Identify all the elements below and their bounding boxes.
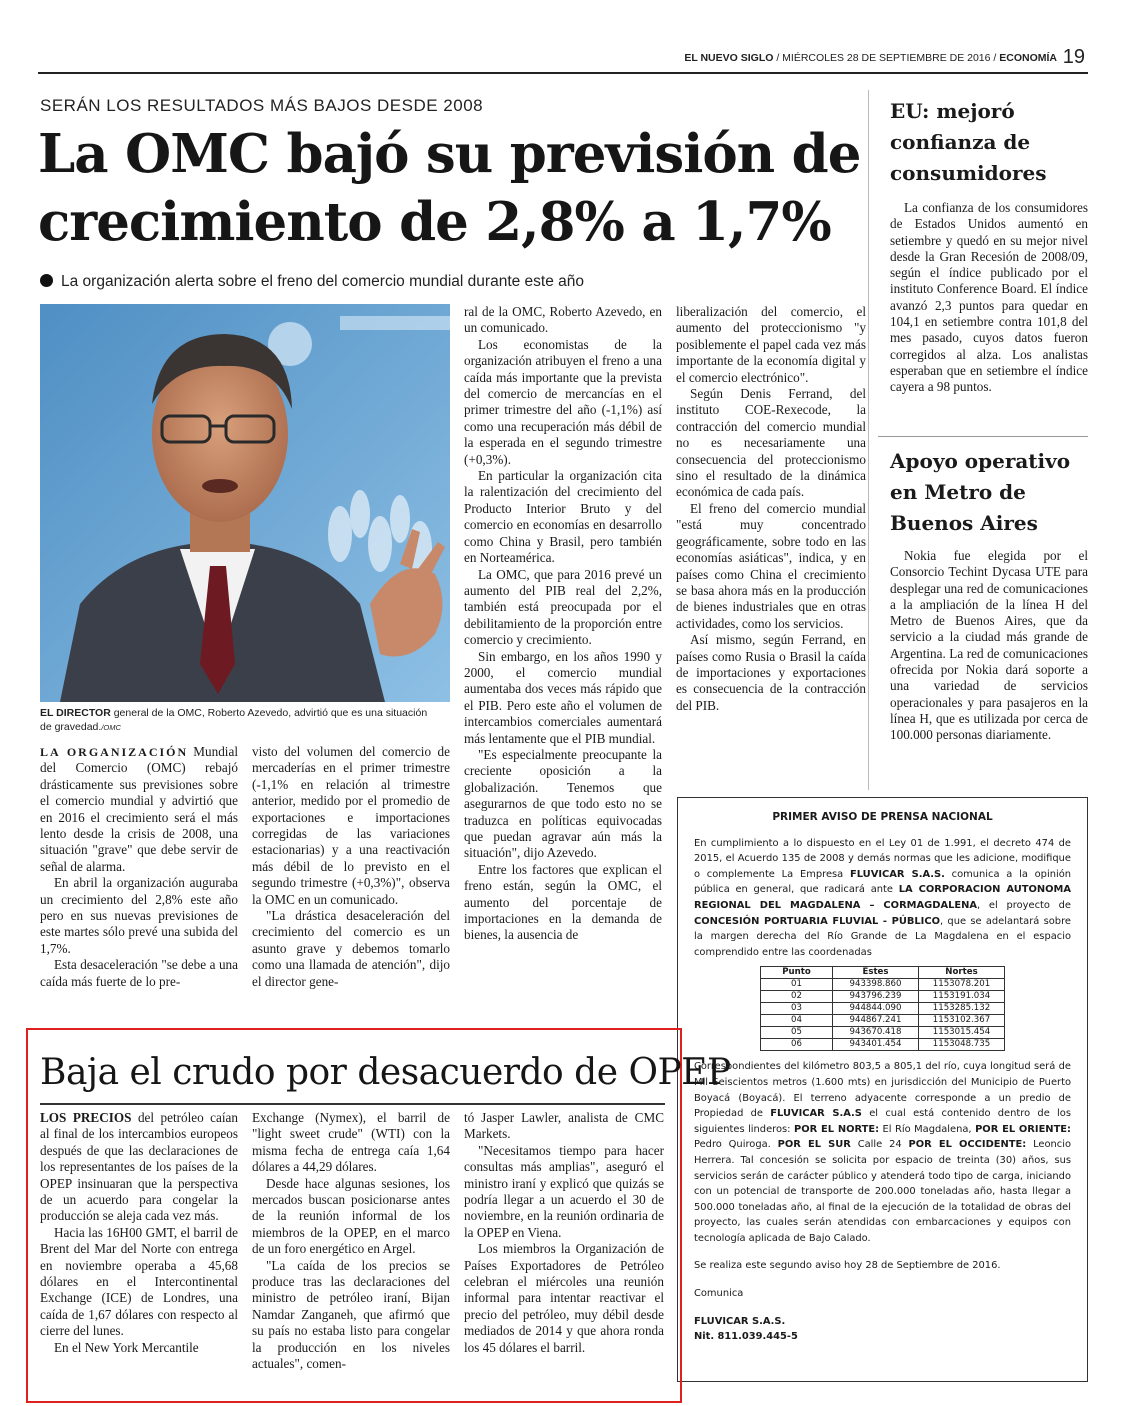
table-row [761,979,1005,991]
header-rule [38,72,1088,74]
boundary-label: POR EL ORIENTE: [975,1123,1072,1135]
notice-text: El Río Magdalena, [879,1123,976,1135]
table-header: Estes [833,967,919,979]
opep-column-1 [40,1110,238,1398]
paragraph: "Necesitamos tiempo para hacer consultas más amplias", aseguró el ministro iraní y explicó que quizás se podría llegar a un acuerdo el 30 de noviembre, en la reunión ordinaria de la OPEP en Viena. [464,1142,664,1240]
opep-rule [40,1103,665,1105]
sidebar-story-1-body [890,200,1088,430]
notice-text: Pedro Quiroga. [694,1139,778,1151]
opep-column-3 [464,1110,664,1398]
lead-in: LOS PRECIOS [40,1110,132,1125]
opep-headline: Baja el crudo por desacuerdo de OPEP [40,1052,731,1093]
paragraph: "Es especialmente preocupante la creciente oposición a la globalización. Tenemos que asegurarnos de que todo esto no se traduzca en políticas equivocadas que puedan agravar aún más la situación", dijo Azevedo. [464,746,662,861]
notice-sign-company: FLUVICAR S.A.S. [694,1315,786,1327]
page-number: 19 [1062,46,1085,68]
column-divider [868,90,869,790]
opep-column-2 [252,1110,450,1398]
sidebar-story-2-body [890,548,1088,772]
paragraph-text: Mundial del Comercio (OMC) rebajó drásticamente sus previsiones sobre el comercio mundial y advirtió que en 2016 el crecimiento será el más lento desde la crisis de 2008, una situación "grave" que debe servir de señal de alarma. [40,744,238,874]
paragraph: Los miembros la Organización de Países Exportadores de Petróleo celebran el miércoles una reunión informal para intentar reactivar el precio del petróleo, muy débil desde mediados de 2014 y que ahora ronda los 45 dólares el barril. [464,1241,664,1355]
notice-text: Calle 24 [850,1139,909,1151]
company-name: FLUVICAR S.A.S. [850,868,945,880]
paragraph: visto del volumen del comercio de mercaderías en el primer trimestre (-1,1% en relación al trimestre anterior, medido por el promedio de exportaciones e importaciones corregidas de las variaciones estacionarias) y a una reactivación más débil de lo previsto en el segundo trimestre (+0,3%)", observa la OMC en un comunicado. [252,744,450,907]
paragraph: "La caída de los precios se produce tras las declaraciones del ministro de petróleo iraní, Bijan Namdar Zanganeh, que afirmó que su país no estaba listo para congelar la producción en los niveles actuales", comen- [252,1257,450,1372]
notice-paragraph-3: Se realiza este segundo aviso hoy 28 de Septiembre de 2016. [694,1260,1001,1272]
table-header: Punto [761,967,833,979]
notice-text: En cumplimiento a lo dispuesto en el Ley 01 de 1.991, el decreto 474 de 2015, el Acuerdo 135 de 2008 y demás normas que les adicione, modifique o complemente La Empresa [694,837,1071,880]
table-cell: 06 [761,1039,833,1051]
table-row [761,1027,1005,1039]
caption-credit: /OMC [101,723,121,732]
table-cell: 1153015.454 [919,1027,1005,1039]
article-column-4 [676,304,866,774]
table-row [761,1039,1005,1051]
boundary-label: POR EL OCCIDENTE: [908,1139,1027,1151]
paragraph: La confianza de los consumidores de Estados Unidos aumentó en setiembre y quedó en su mejor nivel desde la Gran Recesión de 2008/09, según el índice publicado por el instituto Conference Board. El índice avanzó 2,3 puntos para quedar en 104,1 en setiembre contra 101,8 del mes pasado, cuyos datos fueron corregidos al alza. Los analistas esperaban que en setiembre el índice cayera a 98 puntos. [890,200,1088,395]
paragraph: Nokia fue elegida por el Consorcio Techint Dycasa UTE para desplegar una red de comunicaciones a la ampliación de la línea H del Metro de Buenos Aires, que da servicio a la ciudad más grande de Argentina. La red de comunicaciones ofrecida por Nokia dará soporte a una variedad de servicios operacionales y para pasajeros en la línea H, que es utilizada por cerca de 100.000 personas diariamente. [890,548,1088,743]
article-column-3 [464,304,662,1016]
sidebar-divider [878,436,1088,437]
boundary-label: POR EL SUR [777,1139,851,1151]
corporation-name: LA CORPORACION AUTONOMA REGIONAL DEL MAGDALENA – CORMAGDALENA [694,884,1071,911]
paragraph: ral de la OMC, Roberto Azevedo, en un comunicado. [464,304,662,336]
paragraph: En abril la organización auguraba un crecimiento del 2,8% este año pero en sus nuevas previsiones de este martes sólo prevé una subida del 1,7%. [40,875,238,956]
section-name: ECONOMÍA [999,52,1057,64]
notice-title: PRIMER AVISO DE PRENSA NACIONAL [772,811,993,823]
table-cell: 944844.090 [833,1003,919,1015]
lead-in: LA ORGANIZACIÓN [40,745,189,759]
caption-lead: EL DIRECTOR [40,707,111,719]
paragraph: Los economistas de la organización atribuyen el freno a una caída más importante que la prevista del comercio de mercancías en el primer trimestre del año (-1,1%) así como una recuperación más débil de la esperada en el segundo trimestre (+0,3%). [464,336,662,467]
deck-text: La organización alerta sobre el freno del comercio mundial durante este año [61,273,585,290]
table-cell: 1153078.201 [919,979,1005,991]
paragraph [40,744,238,875]
paragraph: Exchange (Nymex), el barril de "light sweet crude" (WTI) con la misma fecha de entrega caía 1,64 dólares a 44,29 dólares. [252,1110,450,1175]
paragraph: Esta desaceleración "se debe a una caída más fuerte de lo pre- [40,957,238,989]
table-cell: 943398.860 [833,979,919,991]
paragraph: liberalización del comercio, el aumento del proteccionismo "y posiblemente el papel cada vez más importante de la economía digital y el comercio electrónico". [676,304,866,385]
table-cell: 04 [761,1015,833,1027]
notice-text: el cual está contenido dentro de los siguientes linderos: [694,1108,1071,1135]
coordinates-table [760,966,1005,1051]
paragraph: En particular la organización cita la ralentización del crecimiento del Producto Interior Bruto y del comercio en economías en desarrollo como China y Brasil, pero también en Norteamérica. [464,468,662,566]
table-header: Nortes [919,967,1005,979]
article-deck [40,273,584,291]
caption-text: general de la OMC, Roberto Azevedo, advirtió que es una situación de gravedad. [40,707,428,733]
paragraph: Según Denis Ferrand, del instituto COE-Rexecode, la contracción del comercio mundial no es necesariamente una consecuencia del proteccionismo sino el resultado de la dinámica económica de cada país. [676,386,866,500]
table-cell: 02 [761,991,833,1003]
table-cell: 1153191.034 [919,991,1005,1003]
table-cell: 1153048.735 [919,1039,1005,1051]
article-photo [40,304,450,702]
table-cell: 03 [761,1003,833,1015]
newspaper-name: EL NUEVO SIGLO [684,52,774,64]
paragraph: Entre los factores que explican el freno están, según la OMC, el aumento del porcentaje de importaciones en la demanda de bienes, la ausencia de [464,861,662,943]
table-cell: 943670.418 [833,1027,919,1039]
paragraph [40,1110,238,1225]
paragraph: Así mismo, según Ferrand, en países como Rusia o Brasil la caída de importaciones y exportaciones es consecuencia de la contracción del PIB. [676,632,866,713]
table-row [761,1015,1005,1027]
article-headline: La OMC bajó su previsión de crecimiento de 2,8% a 1,7% [38,123,861,253]
notice-text: , el proyecto de [977,899,1071,911]
notice-text: , que se adelantará sobre la margen derecha del Río Grande de La Magdalena en el espacio comprendido entre las coordenadas [694,915,1071,958]
notice-text: Leoncio Herrera. Tal concesión se solicita por espacio de treinta (30) años, sus servicios serán de carácter público y atenderá todo tipo de carga, iniciando con un potencial de transporte de 200.000 toneladas año, hasta llegar a 500.000 toneladas año, al final de la ejecución de la totalidad de obras del proyecto, las cuales serán atendidas con embarcaciones y equipos con tecnología aplicada de Bajo Calado. [694,1139,1071,1244]
bullet-icon [40,274,53,287]
article-column-1 [40,744,238,1016]
notice-sign-nit: Nit. 811.039.445-5 [694,1331,798,1343]
table-cell: 943796.239 [833,991,919,1003]
page-header [684,52,1057,64]
notice-sign-label: Comunica [694,1288,744,1300]
article-column-2 [252,744,450,1016]
table-cell: 01 [761,979,833,991]
table-cell: 1153285.132 [919,1003,1005,1015]
photo-caption [40,706,440,735]
table-row [761,1003,1005,1015]
paragraph: En el New York Mercantile [54,1339,199,1355]
table-cell: 05 [761,1027,833,1039]
table-row [761,991,1005,1003]
sidebar-story-2-title: Apoyo operativo en Metro de Buenos Aires [890,449,1071,535]
paragraph: Sin embargo, en los años 1990 y 2000, el comercio mundial aumentaba dos veces más rápido que el PIB. Pero este año el volumen de intercambios comerciales aumentará más lentamente que el PIB mundial. [464,648,662,746]
company-name: FLUVICAR S.A.S [770,1108,862,1120]
paragraph: La OMC, que para 2016 prevé un aumento del PIB real del 2,2%, también está preocupada por el debilitamiento de la proporción entre comercio y crecimiento. [464,566,662,648]
table-cell: 944867.241 [833,1015,919,1027]
paragraph: tó Jasper Lawler, analista de CMC Markets. [464,1110,664,1142]
notice-text: comunica a la opinión pública en general, que radicará ante [694,868,1071,896]
header-date: / MIÉRCOLES 28 DE SEPTIEMBRE DE 2016 / [776,52,997,64]
table-cell: 1153102.367 [919,1015,1005,1027]
project-name: CONCESIÓN PORTUARIA FLUVIAL - PÚBLICO [694,915,940,927]
paragraph: Desde hace algunas sesiones, los mercados buscan posicionarse antes de la reunión informal de los miembros de la OPEP, en el marco de un foro energético en Argel. [252,1175,450,1257]
paragraph: El freno del comercio mundial "está muy concentrado geográficamente, sobre todo en las economías asiáticas", indica, y en países como China el crecimiento se basa ahora más en la producción de bienes industriales que en otras actividades, como los servicios. [676,500,866,631]
legal-notice [677,797,1088,1382]
paragraph: Hacia las 16H00 GMT, el barril de Brent del Mar del Norte con entrega en noviembre operaba a 45,68 dólares en el Intercontinental Exchange (ICE) de Londres, una caída de 1,67 dólares con respecto al cierre del lunes. [40,1224,238,1339]
notice-paragraph-1 [694,836,1071,961]
table-header-row [761,967,1005,979]
photo-illustration [40,304,450,702]
notice-text: Correspondientes del kilómetro 803,5 a 805,1 del río, cuya longitud será de Mil Seiscientos metros (1.600 mts) en jurisdicción del Municipio de Puerto Boyacá (Boyacá). El terreno adyacente corresponde a un predio de Propiedad de [694,1061,1071,1120]
sidebar-story-1-title: EU: mejoró confianza de consumidores [890,99,1047,185]
paragraph-text: del petróleo caían al final de los intercambios europeos después de que las declaraciones de los representantes de los países de la OPEP insinuaran que la perspectiva de un acuerdo para congelar la producción se aleja cada vez más. [40,1110,238,1224]
boundary-label: POR EL NORTE: [794,1123,880,1135]
article-kicker: SERÁN LOS RESULTADOS MÁS BAJOS DESDE 2008 [40,96,484,115]
paragraph: "La drástica desaceleración del crecimiento del comercio es un asunto grave y debemos tomarlo como una llamada de atención", dijo el director gene- [252,908,450,989]
table-cell: 943401.454 [833,1039,919,1051]
notice-paragraph-2 [694,1059,1071,1246]
